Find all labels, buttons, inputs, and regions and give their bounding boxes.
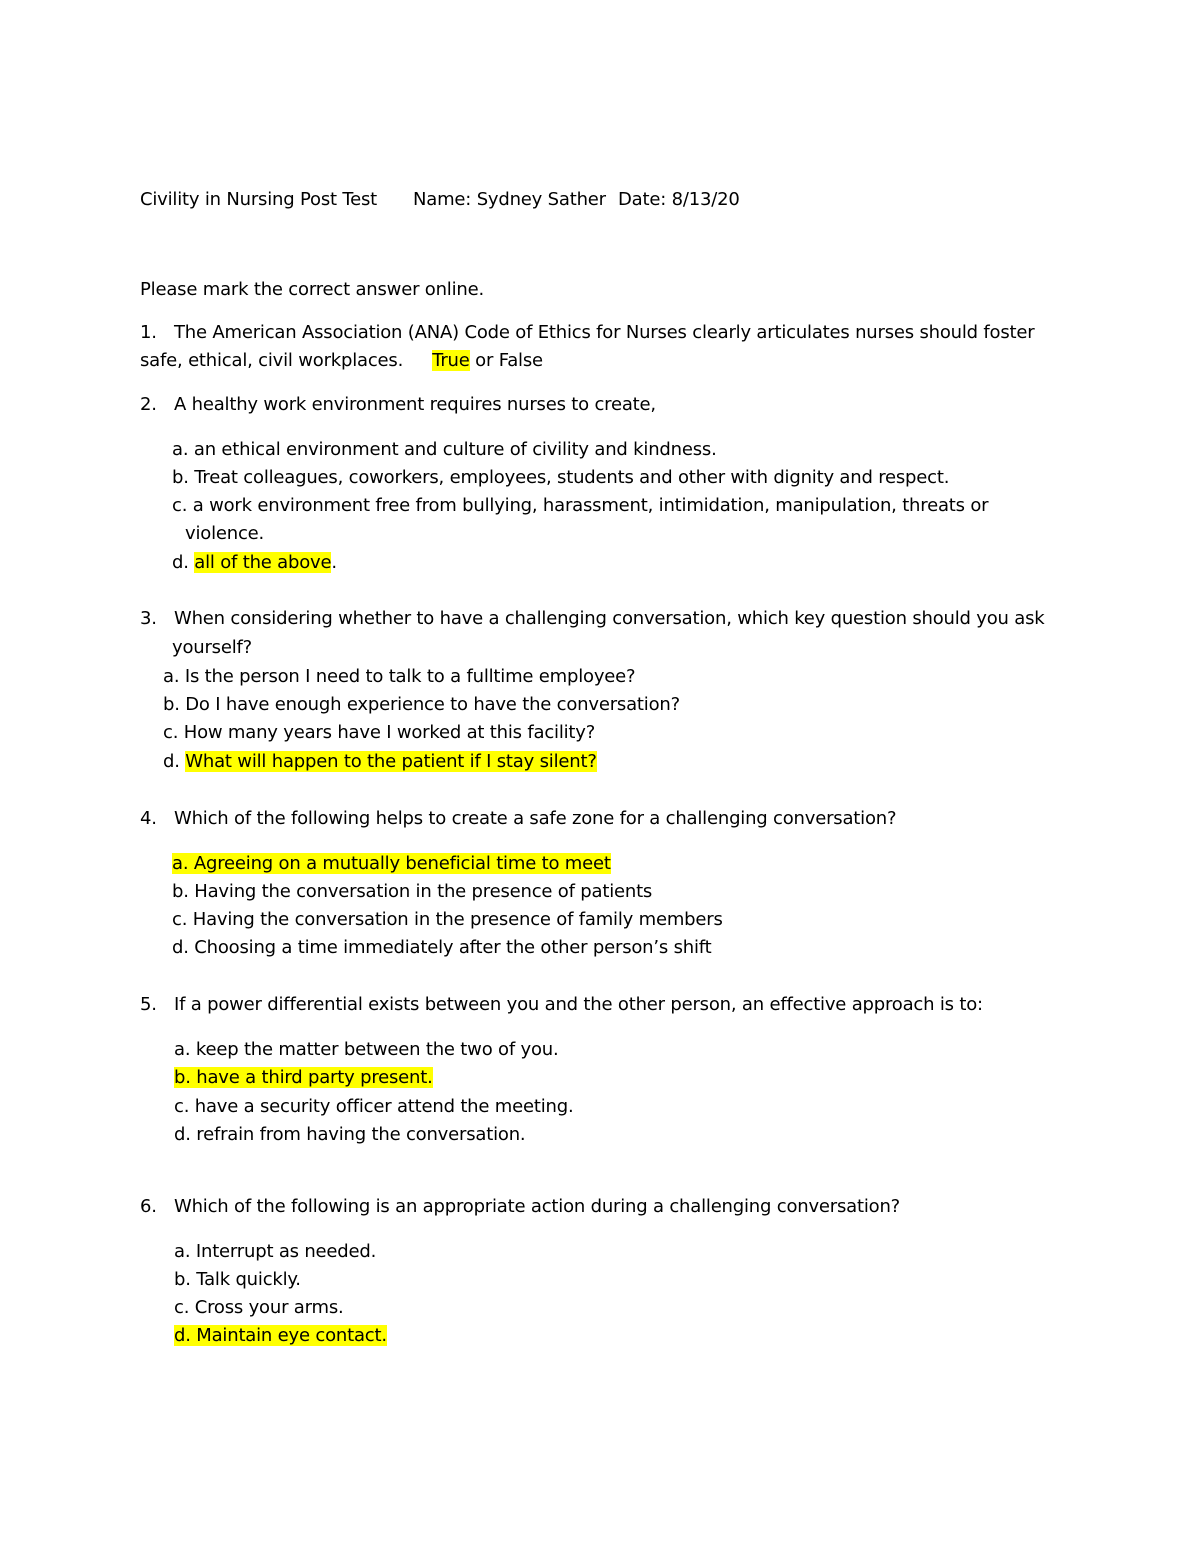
q5-option-b	[174, 1064, 433, 1092]
option-letter: d.	[172, 552, 189, 573]
q2-option-a: a. an ethical environment and culture of civility and kindness.	[172, 439, 717, 460]
q3-option-c: c. How many years have I worked at this facility?	[163, 722, 596, 743]
q5-option-d: d. refrain from having the conversation.	[174, 1124, 526, 1145]
question-2	[140, 391, 656, 419]
q3-option-b: b. Do I have enough experience to have the conversation?	[163, 694, 680, 715]
q4-option-b: b. Having the conversation in the presence of patients	[172, 881, 653, 902]
question-1-line-2	[140, 347, 543, 375]
question-3-line-1	[140, 605, 1045, 633]
q5-option-c: c. have a security officer attend the meeting.	[174, 1096, 574, 1117]
q6-option-d	[174, 1322, 387, 1350]
question-4	[140, 805, 896, 833]
question-number: 3.	[140, 608, 157, 629]
answer-true-highlighted: True	[432, 350, 470, 371]
question-number: 1.	[140, 322, 157, 343]
q2-option-c: c. a work environment free from bullying, harassment, intimidation, manipulation, threats or	[172, 495, 989, 516]
document-title: Civility in Nursing Post Test	[140, 189, 378, 210]
q5-option-a: a. keep the matter between the two of you.	[174, 1039, 559, 1060]
correct-answer-highlight: b. have a third party present.	[174, 1067, 433, 1088]
instructions: Please mark the correct answer online.	[140, 279, 485, 300]
q3-option-d	[163, 748, 597, 776]
correct-answer-highlight: a. Agreeing on a mutually beneficial time to meet	[172, 853, 611, 874]
question-5	[140, 991, 983, 1019]
student-name: Name: Sydney Sather	[413, 189, 606, 210]
question-text: A healthy work environment requires nurses to create,	[174, 394, 656, 415]
question-text: If a power differential exists between you and the other person, an effective approach is to:	[174, 994, 983, 1015]
question-number: 2.	[140, 394, 157, 415]
q2-option-b: b. Treat colleagues, coworkers, employees, students and other with dignity and respect.	[172, 467, 950, 488]
correct-answer-highlight: all of the above	[194, 552, 332, 573]
question-1-line-1	[140, 319, 1034, 347]
question-6	[140, 1193, 900, 1221]
q6-option-b: b. Talk quickly.	[174, 1269, 301, 1290]
q4-option-a	[172, 850, 611, 878]
q4-option-c: c. Having the conversation in the presence of family members	[172, 909, 723, 930]
correct-answer-highlight: d. Maintain eye contact.	[174, 1325, 387, 1346]
q4-option-d: d. Choosing a time immediately after the other person’s shift	[172, 937, 712, 958]
question-3-line-2: yourself?	[172, 637, 253, 658]
question-text: Which of the following helps to create a safe zone for a challenging conversation?	[174, 808, 897, 829]
question-number: 5.	[140, 994, 157, 1015]
q3-option-a: a. Is the person I need to talk to a fulltime employee?	[163, 666, 636, 687]
option-letter: d.	[163, 751, 180, 772]
test-date: Date: 8/13/20	[618, 189, 740, 210]
question-text: Which of the following is an appropriate action during a challenging conversation?	[174, 1196, 901, 1217]
question-text: The American Association (ANA) Code of Ethics for Nurses clearly articulates nurses should foster	[174, 322, 1035, 343]
question-text: When considering whether to have a challenging conversation, which key question should you ask	[174, 608, 1045, 629]
option-punctuation: .	[331, 552, 337, 573]
q6-option-c: c. Cross your arms.	[174, 1297, 344, 1318]
correct-answer-highlight: What will happen to the patient if I stay silent?	[185, 751, 597, 772]
question-text: safe, ethical, civil workplaces.	[140, 350, 404, 371]
q6-option-a: a. Interrupt as needed.	[174, 1241, 377, 1262]
question-number: 4.	[140, 808, 157, 829]
q2-option-c-continued: violence.	[185, 523, 265, 544]
q2-option-d	[172, 549, 337, 577]
question-number: 6.	[140, 1196, 157, 1217]
answer-false-text: or False	[475, 350, 543, 371]
